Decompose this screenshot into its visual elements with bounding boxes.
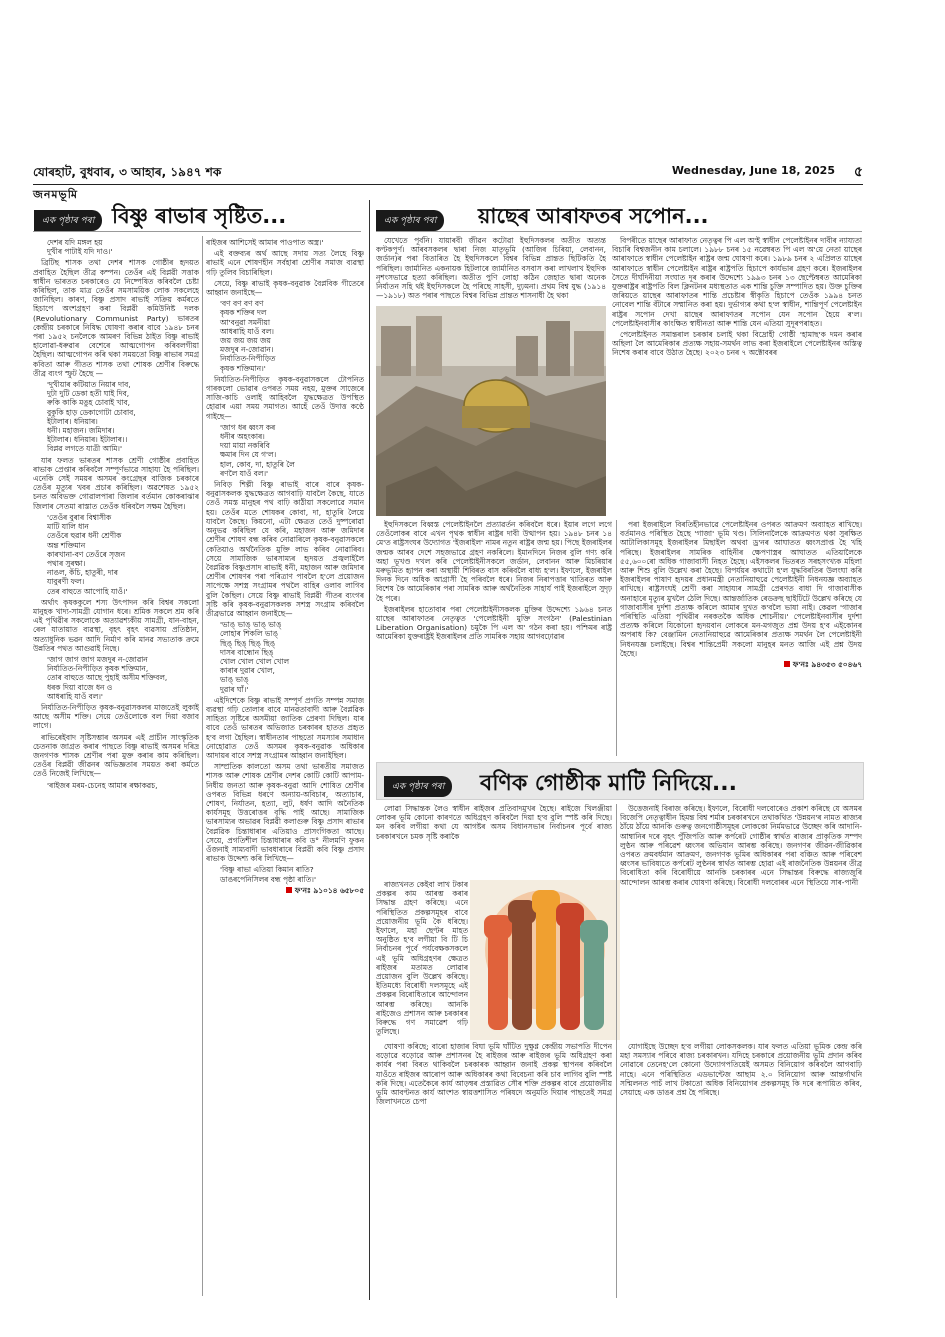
verse: 'বণ বণ বণ বণ কৃষক শক্তিৰ দল আ'বনুৱা সমনীয়া আধৰাহি যাওঁ বল। জয় জয় জয় জয় মজদুৰ ন-জোৱান। নিৰ্যাতিত-নিপীড়িত কৃষক শক্তিমান।' xyxy=(220,299,276,373)
verse: 'জাগ জাগ জাগ মজদুৰ ন-জোৱান নিৰ্যাতিত-নিপীড়িত কৃষক শক্তিমান, তোৰ বাহুতে আছে পুহাই অসীম শক্তিবল, ধৰক দিয়া বাজে ধন ও আধৰাহি যাওঁ বল।' xyxy=(47,654,168,701)
article-right-column-3 xyxy=(376,520,612,758)
headline-bottom: বণিক গোষ্ঠীক মাটি নিদিয়ে... xyxy=(480,771,737,796)
rubble-photo-illustration xyxy=(376,306,606,516)
paragraph: অৰ্থাৎ কৃষককুলে শস্য উৎপাদন কৰি বিশ্বৰ সকলো মানুহক খাদ্য-সামগ্ৰী যোগান ধৰে। শ্ৰমিক সকলে শ্ৰম কৰি এই পৃথিৱীৰ সকলোকে অত্যাৱশ্যকীয় সামগ্ৰী, যান-বাহন, ৰেল যাতায়াত ব্যৱস্থা, বৃহৎ বৃহৎ ব্যৱসায় প্ৰতিষ্ঠান, অত্যাধুনিক ভৱন আদি নিৰ্মাণ কৰি মানৱ সভ্যতাক ক্ৰমে উন্নতিৰ পথত আগুৱাই নিছে। xyxy=(33,597,199,653)
paragraph: এই বক্তব্যৰ অৰ্থ আছে সদায় সত্য লৈহে বিষ্ণু ৰাভাই এনে শোষণহীন সৰ্বহাৰা শ্ৰেণীৰ সমাজ ব্যৱস্থা গঢ়ি তুলিব বিচাৰিছিল। xyxy=(206,249,364,277)
paragraph: বিপৰীতে য়াছেৰ আৰাফাত নেতৃত্বৰ পি এল অ'ই স্বাধীন পেলেষ্টাইনৰ দাবীৰ ন্যায্যতা বিচাৰি বিশ্বজনীন কাম চলালে। ১৯৮৮ চনৰ ১৫ নৱেম্বৰত পি এল অ'য়ে নেতা য়াছেৰ আৰাফাতে স্বাধীন পেলেষ্টাইন ৰাষ্ট্ৰৰ জন্ম ঘোষণা কৰে। ১৯৮৯ চনৰ ২ এপ্ৰিলত য়াছেৰ আৰাফাতে স্বাধীন পেলেষ্টাইন ৰাষ্ট্ৰৰ ৰাষ্ট্ৰপতি হিচাপে কাৰ্যভাৰ গ্ৰহণ কৰে। ইজৰাইলৰ সৈতে দীৰ্ঘদিনীয়া সংঘাত দূৰ কৰাৰ উদ্দেশ্যে ১৯৯৩ চনৰ ১৩ ছেপ্টেম্বৰত আমেৰিকা যুক্তৰাষ্ট্ৰৰ ৰাষ্ট্ৰপতি বিল ক্লিনটনৰ মধ্যস্থতাত এক শান্তি চুক্তি সম্পাদিত হয়। উক্ত চুক্তিৰ জৰিয়তে য়াছেৰ আৰাফাতৰ শান্তি প্ৰচেষ্টাৰ স্বীকৃতি হিচাপে তেওঁক ১৯৯৪ চনত নোবেল শান্তি বঁটাৰে সম্মানিত কৰা হয়। দুৰ্ভাগ্যৰ কথা হ'ল স্বাধীন, শান্তিপূৰ্ণ পেলেষ্টাইন ৰাষ্ট্ৰৰ সপোন দেখা য়াছেৰ আৰাফাতৰ সপোন যেন সপোন হৈয়ে ৰ'ল। পেলেষ্টাইনবাসীৰ কাংক্ষিত স্বাধীনতা আৰু শান্তি যেন এতিয়া সুদূৰপৰাহত। xyxy=(612,236,862,328)
paragraph: ইজৰাইলৰ হাতোবাৰ পৰা পেলেষ্টাইনীসকলক মুক্তিৰ উদ্দেশ্যে ১৯৬৪ চনত য়াছেৰ আৰাফাতৰ নেতৃত্বত 'পেলেষ্টাইনী মুক্তি সংগঠন' (Palestinian Liberation Organisation) চমুকৈ পি এল অ' গঠন কৰা হয়। পশ্চিমৰ ৰাষ্ট্ৰ আমেৰিকা যুক্তৰাষ্ট্ৰই ইজৰাইলৰ প্ৰতি সামৰিক সহায় আগবঢ়োৱাৰ xyxy=(376,604,612,642)
article-bottom-column-1b xyxy=(376,1042,612,1298)
paragraph: যাৰ ফলত ভাৰতৰ শাসক শ্ৰেণী গোষ্ঠীৰ প্ৰবাহিত ৰাভাক প্ৰেপ্তাৰ কৰিবলৈ সম্পূৰ্ণভাৱে সাহায্য হৈ পৰিছিল। এনেকি সেই সময়ৰ অসমৰ কংগ্ৰেছৰ বাজিক চৰকাৰে তেওঁৰ মৃত্যুৰ খবৰ প্ৰচাৰ কৰিছিল। অৱশেষত ১৯৫২ চনত অবিভক্ত গোৱালপাৰা জিলাৰ বৰ্তমান কোকৰাঝাৰ জিলাৰ সেতমা ৰাস্তাত তেওঁক ধৰিবলৈ সক্ষম হৈছিল। xyxy=(33,455,199,511)
article-bottom-column-1 xyxy=(376,880,468,1040)
verse: 'বিষ্ণু ৰাভা এতিয়া কিমান ৰাতি? ডাঙৰপেনিসিলৰ বন্ধ পৃষ্ঠা ৰাতি।' xyxy=(220,865,316,884)
verse: 'জাগ ধৰ ধ্বংস কৰ ধনীৰ অহংকাৰ। দয়া মায়া নকৰিবি ক্ষমাৰ দিন যে গ'ল। হাল, কোব, দা, হাতুৰি লৈ ৰণলৈ যাওঁ বল।' xyxy=(220,422,295,478)
paragraph: নিৰ্যাতিত-নিপীড়িত কৃষক-বনুৱাসকলে টোপনিত গাৰকলো ভোৱাৰ ওপৰত সময় নহয়, মুক্তৰ সাজেৰে সাজি-কাচি ওলাই আহিবলৈ যুদ্ধক্ষেত্ৰত উপস্থিত হোৱাৰ এয়া সময় সমাগত। আহেঁ তেওঁ উদাত্ত কণ্ঠে গাইছে— xyxy=(206,374,364,421)
article-left-column-2 xyxy=(206,236,364,1296)
header-date-assamese: যোৰহাট, বুধবাৰ, ৩ আহাৰ, ১৯৪৭ শক xyxy=(33,165,222,179)
paragraph: ৰাজ্যখনত কেইবা লাখ টকাৰ প্ৰকল্পৰ কাম আৰম্ভ কৰাৰ সিদ্ধান্ত গ্ৰহণ কৰিছে। এনে পৰিস্থিতিত প্ৰকল্পসমূহৰ বাবে প্ৰয়োজনীয় ভূমি কৈ ধৰিছে। ইফালে, মহা ছেণ্টৰ মাহত অনুষ্ঠিত হ'ব লগীয়া বি টি চি নিৰ্বাচনৰ পূৰ্বে পৰ্যবেক্ষকসকলে এই ভূমি অধিগ্ৰহণৰ ক্ষেত্ৰত ৰাইজৰ মতামত লোৱাৰ প্ৰয়োজন বুলি উল্লেখ কৰিছে। ইতিমধ্যে বিৰোধী দলসমূহে এই প্ৰকল্পৰ বিৰোধিতাৰে আন্দোলন আৰম্ভ কৰিছে। আনকি ৰাইজেও প্ৰশাসন আৰু চৰকাৰৰ বিৰুদ্ধে গণ সমাৱেশ গঢ়ি তুলিছে। xyxy=(376,880,468,1037)
protest-fists-illustration xyxy=(470,880,620,1040)
section-divider xyxy=(369,200,370,1300)
paragraph: নিবিড় শিল্পী বিষ্ণু ৰাভাই বাৰে বাৰে কৃষক-বনুৱাসকলক যুদ্ধক্ষেত্ৰত আগবাঢ়ি যাবলৈ কৈছে, যাতে তেওঁ সমস্ত মানুহৰ পথ বাঢ়ি কাঠীয়া সকলোৱে সমান হয়। তেওঁৰ মতে শোষকৰ কোবা, দা, হাতুৰি লৈয়ে যাবলৈ কৈছে। কিয়নো, এটা ক্ষেত্ৰত তেওঁ দুষ্পৰোৱা অনুভৱ কৰিছিল যে কৰি, মহাজন আৰু জমিদাৰ শ্ৰেণীৰ শোষণ বন্ধ কৰিব নোৱাৰিলে কৃষক-বনুৱাসকলে কেতিয়াও অৰ্থনৈতিক মুক্তি লাভ কৰিব নোৱাৰিব। সেয়ে সামাজিক ভাৰসাম্যৰ হৃদয়ত প্ৰজ্বলাইলৈ বৈপ্লৱিক বিষ্ণুপ্ৰসাদ ৰাভাই ধনী, মহাজন আৰু জমিদাৰ শ্ৰেণীৰ শোষণৰ পৰা পৰিত্ৰাণ পাবলৈ হ'লে প্ৰয়োজন সাপেক্ষে সশস্ত্ৰ সংগ্ৰামৰ পথলৈ বাহিৰ ওলাব লাগিব বুলি কৈছিল। সেয়ে বিষ্ণু ৰাভাই বিপ্লৱী গীতৰ ব্যংগৰ সৃষ্টি কৰি কৃষক-বনুৱাসকলক সশস্ত্ৰ সংগ্ৰাম কৰিবলৈ তীব্ৰভাৱে আহ্বান জনাইছে— xyxy=(206,480,364,618)
paragraph: ব্ৰিটিছ শাসক তথা দেশৰ শাসক গোষ্ঠীৰ হৃদয়ত প্ৰবাহিত হৈছিল তীব্ৰ কম্পন। তেওঁৰ এই বিপ্লৱী সত্তাক স্বাধীন ভাৰতত চৰকাৰেও যে নিষ্পেষিত কৰিবলৈ চেষ্টা কৰিছিল, তাক মাত্ৰ তেওঁৰ সমসাময়িক লোক সকলেহে জানিছিল। কাৰণ, বিষ্ণু প্ৰসাদ ৰাভাই সক্ৰিয় কৰ্মৰতে হিচাপে অংশগ্ৰহণ কৰা বিপ্লৱী কমিউনিষ্ট দলক (Revolutionary Communist Party) ভাৰতৰ কেন্দ্ৰীয় চৰকাৰে নিষিদ্ধ ঘোষণা কৰাৰ বাবে ১৯৪৮ চনৰ পৰা ১৯৫২ চনলৈকে আমৰণ বিভিন্ন ঠাইত বিষ্ণু ৰাভাই হালোৱা-ধৰুৱাৰ বেশেৰে আত্মগোপন কৰিবলগীয়া হৈছিল। আত্মগোপন কৰি থকা সময়তো বিষ্ণু ৰাভাৰ সমগ্ৰ কবিতা আৰু গীতত শাসক তথা শোষক শ্ৰেণীৰ বিৰুদ্ধে তীব্ৰ ব্যংগ স্ফুট হৈছে — xyxy=(33,258,199,378)
headline-right: য়াছেৰ আৰাফতৰ সপোন... xyxy=(478,204,709,228)
newspaper-logo: জনমভূমি xyxy=(33,188,78,201)
paragraph: উত্তেজনাই বিৰাজ কৰিছে। ইফালে, বিৰোধী দলবোৰেও প্ৰকাশ কৰিছে যে অসমৰ বিজেপি নেতৃত্বাধীন হিমন্ত বিশ্ব শৰ্মাৰ চৰকাৰখনে তথাকথিত 'উন্নয়ন'ৰ নামত ৰাজ্যৰ ঠাঁয়ে ঠাঁয়ে আনকি গুৰুত্ব জনগোষ্ঠীসমূহৰ লোককো নিৰ্মমভাৱে উচ্ছেদ কৰি আদানি-আম্বানিৰ দৰে বৃহৎ পুঁজিপতি আৰু কৰ্পৰেট গোষ্ঠীৰ স্বাৰ্থত ৰাজ্যৰ প্ৰাকৃতিক সম্পদ লুণ্ঠন আৰু পৰিৱেশ ধ্বংসৰ অভিযান আৰম্ভ কৰিছে। জনগণৰ জীৱন-জীৱিকাৰ ওপৰত ক্ৰমবৰ্ধমান আক্ৰমণ, জনগণক ভূমিৰ অধিকাৰৰ পৰা বঞ্চিত আৰু পৰিবেশ ধ্বংসৰ ভাবিষ্যতে কৰ্পৰেট লুণ্ঠনৰ স্বাৰ্থত আৰম্ভ হোৱা এই ৰাজনৈতিক উন্নয়নৰ তীব্ৰ বিৰোধিতা কৰি বিৰোধীয়ে আনকি চৰকাৰৰ এনে সিদ্ধান্তৰ বিৰুদ্ধে ৰাজ্যজুৰি আন্দোলন আৰম্ভ কৰাৰ ঘোষণা কৰিছে। বিৰোধী দলবোৰৰ এনে স্থিতিয়ে সাৰ-পানী xyxy=(620,804,862,887)
article-left-column-1 xyxy=(33,236,199,1296)
article-bottom-column-2b xyxy=(620,1042,862,1298)
verse: 'তেওঁৰ বুৰাৰ বিশ্বাসীক মাটি যালি ধান তেওঁৰে হুৱাৰ ধনী শ্ৰেণীক অন্ত শক্তিমান কাৰখানা-বণ তেওঁৰে সৃজন পথাৰ সুৰক্ষা। নাঙল, কঁচি, হাতুৰী, দাৰ যাবুৰণী ফল। তেৰ বাহুতে আপোহি যাওঁ।' xyxy=(47,512,128,596)
verse: 'দুখীয়াৰ কটিয়াত নিয়াৰ দাব, দুটা দুটি ডেকা হতী ঘাই দিব, ৰুকি কাকি মঙুহ চোবাই খাব, বুকুকি হাড় ডেকাগোটা চোবাব, ইটালাৰ। ধনিয়াৰ। ধনী। মহাজন। জমিদাৰ। ইটালাৰ। ধনিয়াৰ। ইটালাৰ।। বিপ্লৱ লগতে যাত্ৰী আমি।' xyxy=(47,380,136,454)
headline-left: বিষ্ণু ৰাভাৰ সৃষ্টিত... xyxy=(112,204,287,228)
red-square-icon xyxy=(286,887,292,893)
article-right-column-4 xyxy=(620,520,862,756)
header-rule xyxy=(33,184,863,185)
paragraph: যোগাইছে উচ্ছেদ হ'ব লগীয়া লোকসকলক। যাৰ ফলত এতিয়া ভূমিক কেন্দ্ৰ কৰি মহা সমস্যাৰ পৰিবে ৰাজ্য চৰকাৰখন। যদিহে চৰকাৰে প্ৰয়োজনীয় ভূমি প্ৰদান কৰিব নোৱাৰে তেনেহ'লে কোনো উদ্যোগপতিয়েই অসমত বিনিয়োগ কৰিবলৈ আগবাঢ়ি নাহে। এনে পৰিস্থিতিত এডভান্টেজ আছাম ২.০ বিনিয়োগ আৰু আন্তৰ্গাথনি সন্মিলনত পাচঁ লাখ টকাতো অধিক বিনিয়োগৰ প্ৰকল্পসমূহ কি দৰে ৰূপায়িত কৰিব, সেয়াহে এক ডাঙৰ প্ৰশ্ন হৈ পৰিছে। xyxy=(620,1042,862,1098)
column-divider xyxy=(616,520,617,756)
article-right-intro xyxy=(376,236,606,304)
paragraph: পৰা ইজৰাইলে বিৰতিহীনভাৱে পেলেষ্টাইনৰ ওপৰত আক্ৰমণ অব্যাহত ৰাখিছে। বৰ্তমানও পৰিস্থিত হৈছে 'গাজা' ভূমি খণ্ড। সিলিনালৈকে আক্ৰমণত থকা সুৰক্ষিত আটালিকাসমূহ ইজৰাইলৰ মিছাইল অথবা ড্ৰ'নৰ আঘাতত ধ্বংসপ্ৰাপ্ত হৈ খহি পৰিছে। ইজৰাইলৰ সামৰিক বাহিনীৰ ক্ষেপণাস্ত্ৰৰ আঘাতত এতিয়ালৈকে ৫৫,৬০০ৰো অধিক গাজাবাসী নিহত হৈছে। এইসকলৰ ভিতৰত সৰহসংখ্যক মহিলা আৰু শিশু বুলি উল্লেখ কৰা হৈছে। বিপৰ্যয়ৰ কথাটো হ'ল যুদ্ধবিৰতিৰ উলংঘা কৰি ইজৰাইলৰ পাষাণ হৃদয়ৰ প্ৰধানমন্ত্ৰী নেতানিয়াহুৱে পেলেষ্টাইনী নিধনযজ্ঞ অব্যাহত ৰাখিছে। ৰাষ্ট্ৰসংঘই শ্ৰেণী কৰা সাহায্যৰ সামগ্ৰী প্ৰেৰণত বাধা দি গাজাবাসীক অনাহাৰে মৃত্যুৰ মুখলৈ ঠেলি দিছে। আন্তৰ্জাতিক ৰেডক্ৰছ ছাইটিটে উল্লেখ কৰিছে যে গাজাবাসীৰ দুৰ্দশা প্ৰত্যক্ষ কৰিলে আমাৰ দুখত ক'বলৈ ভাষা নাই। কেৱল 'গাজাৰ পৰিস্থিতি এতিয়া পৃথিৱীৰ নৰকতকৈ অধিক শোচনীয়।' পেলেষ্টাইনবাসীৰ দুৰ্দশা প্ৰত্যক্ষ কৰিলে যিকোনো হৃদয়বান লোকৰে মন-মগজুত প্ৰশ্ন উদয় হ'ব এইকোনৰ অপৰাধ কি? বেঞ্জামিন নেতানিয়াহুৱে আমেৰিকাৰ প্ৰত্যক্ষ সমৰ্থন লৈ পেলেষ্টাইনী নিধনযজ্ঞ চলাইছে। বিশ্বৰ শান্তিপ্ৰেমী সকলো মানুহৰ মনত আজি এই প্ৰশ্ন উদয় হৈছে। xyxy=(620,520,862,658)
footer-contact-left xyxy=(206,886,364,895)
footer-phone: ফ'নঃ ৯১০১৪ ৬৫৮০৫ xyxy=(294,885,364,895)
paragraph: ঘোষণা কৰিছে; বাৰো হাজাৰ বিঘা ভূমি ঘাঁটিত দুক্ষুণ্ণ কেন্দ্ৰীয় সভাপতি দীপেন বড়োৱে বড়োৱে আৰু প্ৰশাসনৰ হৈ ৰাইজৰ আৰু ৰাইজৰ ভূমি অধিগ্ৰহণ কৰা কাৰ্যৰ পৰা বিৰত থাকিবলৈ চৰকাৰক আহ্বান জনাই প্ৰকল্প স্থাপনৰ কৰিবলৈ যাওঁতে ৰাইজৰ আৰোপ আৰু অধিকাৰৰ কথা বিবেচনা কৰি চাব লাগিব বুলি স্পষ্ট কৰি দিছে। এতেকৈৰে কাৰ্য আড়ম্বৰ প্ৰস্তাৱিত সৌৰ শক্তি প্ৰকল্পৰ বাবে প্ৰয়োজনীয় ভূমি আবণ্টনত কাৰ্য আংশত স্বায়ত্তশাসিত পৰিষদে অনুমতি দিয়াৰ পাছতেই সমগ্ৰ জিলাখনতে চেপা xyxy=(376,1042,612,1107)
paragraph: সেয়ে, বিষ্ণু ৰাভাই কৃষক-বনুৱাক বৈপ্লবিক গীতেৰে আহ্বান জনাইছে— xyxy=(206,278,364,298)
paragraph: ইহুদিসকলে বিধ্বস্ত পেলেষ্টাইনলৈ প্ৰত্যাৱৰ্তন কৰিবলৈ ধৰে। ইয়াৰ লগে লগে তেওঁলোকৰ বাবে এখন পৃথক স্বাধীন ৰাষ্ট্ৰৰ দাবী উত্থাপন হয়। ১৯৪৮ চনৰ ১৪ মে'ত ৰাষ্ট্ৰসংঘৰ উদ্যোগত 'ইজৰাইল' নামৰ নতুন ৰাষ্ট্ৰৰ জন্ম হয়। পিছে ইজৰাইলৰ জন্মক আৰব দেশে সহজভাৱে গ্ৰহণ নকৰিলে। ইমানদিনে নিজৰ বুলি গণ্য কৰি অহা ভূখণ্ড দখল কৰি পেলেষ্টাইনীসকলে জৰ্ডান, লেবানন আৰু মিচৰিয়াৰ মৰুভূমিত হৃাপন কৰা অস্থায়ী শিবিৰত বাস কৰিবলৈ বাধ্য হ'ল। ইফালে, ইজৰাইল দিনক দিনে অধিক আগ্ৰাসী হৈ পৰিবলৈ ধৰে। নিজৰ নিৰাপত্তাৰ খাতিৰত আৰু বিশেষ কৈ আমেৰিকাৰ পৰা সামৰিক আৰু অৰ্থনৈতিক সাহাৰ্য পাই ইজৰাইলে সুদৃঢ় হৈ পৰে। xyxy=(376,520,612,603)
paragraph: লোৱা সিদ্ধান্তক লৈও স্বাধীন ৰাইজৰ প্ৰতিবাদমুখৰ হৈছে। ৰাইজে খিলঞ্জীয়া লোকৰ ভূমি কোনো কাৰণতে অধিগ্ৰহণ কৰিবলৈ দিয়া হ'ব বুলি স্পষ্ট কৰি দিছে। মন কৰিব লগীয়া কথা যে আগষ্টৰ অসম বিধানসভাৰ নিৰ্বাচনৰ পূৰ্বে ৰাজ্য চৰকাৰখনে চমক সৃষ্টি কৰাকৈ xyxy=(376,804,612,841)
continued-tag-right: এক পৃষ্ঠাৰ পৰা xyxy=(376,210,444,231)
column-divider xyxy=(616,804,617,1298)
news-photo-gaza-rubble xyxy=(376,306,606,516)
raised-fists-icon xyxy=(470,880,620,1040)
article-bottom-column-2 xyxy=(620,804,862,1040)
verse: 'ৰাইজৰ মৰম-চেনেহ আমাৰ ৰক্ষাকৱচ, xyxy=(47,780,158,790)
page-number: ৫ xyxy=(853,164,863,180)
paragraph: নিৰ্যাতিত-নিপীড়িত কৃষক-বনুৱাসকলৰ মাজতেই লুকাই আছে অসীম শক্তি। সেয়ে তেওঁলোকে বল দিয়া বজাব লাগে। xyxy=(33,702,199,731)
paragraph: পেলেষ্টাইনত সমান্তৰাল চৰকাৰ চলাই থকা বিদ্ৰোহী গোষ্ঠী 'হামাছ'ক দমন কৰাৰ অছিলা লৈ আমেৰিকাৰ প্ৰত্যক্ষ সহায়-সমৰ্থন লাভ কৰা ইজৰাইলে পেলেষ্টাইনৰ অস্তিত্ব নিশেষ কৰাৰ বাবে উঠাত হৈছে। ২০২৩ চনৰ ৭ অক্টোবৰৰ xyxy=(612,330,862,358)
footer-phone: ফ'নঃ ৯৪৩৫৩ ৫০৪৬৭ xyxy=(792,660,862,670)
paragraph: সাম্প্ৰতিক কালতো অসম তথা ভাৰতীয় সমাজত শাসক আৰু শোষক শ্ৰেণীৰ দেশৰ কোটি কোটি আপাম-নিধীয় জনতা আৰু কৃষক-বনুৱা আদি শোষিত শ্ৰেণীৰ ওপৰত বিভিন্ন ধৰণে অন্যায়-অবিচাৰ, অত্যাচাৰ, শোষণ, নিৰ্যাতন, হত্যা, লুট, ধৰ্ষণ আদি অনৈতিক কাৰ্যসমূহ উত্তৰোত্তৰ বৃদ্ধি পাই আছে। সামাজিক ভাৰসাম্যৰ অভাৱৰ বিপ্লৱী কলাগুৰু বিষ্ণু প্ৰসাদ ৰাভাৰ বৈপ্লৱিক চিন্তাধাৰাৰ এতিয়াও প্ৰাসংগিকতা আছে। সেয়ে, প্ৰগতিশীল চিন্তাধাৰাৰ কবি ড° নীলমণি ফুকন ওঁজনাই সাম্যবাদী ভাবধাৰাৰে বিপ্লৱী কবি বিষ্ণু প্ৰসাদ ৰাভাক উদ্দেশ্য কৰি লিখিছে— xyxy=(206,762,364,864)
footer-contact-right xyxy=(620,660,862,669)
article-bottom-intro xyxy=(376,804,612,878)
paragraph: যেখেতে পূৰ্বনি। যায়াৰবী জীৱন কটোৱা ইহুদিসকলৰ অতীত অত্যন্ত কণ্টকপূৰ্ণ। আৰবসকলৰ দ্বাৰা নিজ মাতৃভূমি (আজিৰ চিৰিয়া, লেবানন, জৰ্ডান)ৰ পৰা বিতাৰিত হৈ ইহুদিসকলে বিশ্বৰ বিভিন্ন প্ৰান্তত ছিটিকতি হৈ পৰিছিল। জাৰ্মানিত একনায়ক হিটলাৰে জাৰ্মানিত বসবাস কৰা লাখলাখ ইহুদিক নৃশংসভাৱে হত্যা কৰিছিল। অতীত পুণি লোহা কঠিন জেহাত দ্বাৰা অনেক নিৰ্যাতন সহি থই ইহুদিসকলে হৈ পৰিছে সাহসী, দুঢ়মনা। প্ৰথম বিশ্ব যুদ্ধ (১৯১৪—১৯১৮) অত পৰাৰ পাছতে বিশ্বৰ বিভিন্ন প্ৰান্তত শাসনাধী হৈ থকা xyxy=(376,236,606,301)
paragraph: ৰাভিৰেইবাদ সৃষ্টিসম্ভাৰ অসমৰ এই প্ৰাচীন সাংস্কৃতিক চেতনাক জাগ্ৰত কৰাৰ পাছতে বিষ্ণু ৰাভাই অসমৰ দৰিদ্ৰ জনগণক শাসক শ্ৰেণীৰ পৰা মুক্ত কৰাৰ কাম কৰিছিল। তেওঁৰ বিপ্লৱী জীৱনৰ অভিজ্ঞতাৰ সময়ত কৰা কৰ্মতে তেওঁ নিজেই লিখিছে— xyxy=(33,732,199,779)
paragraph: এইদিশেকে বিষ্ণু ৰাভাই সম্পূৰ্ণ প্ৰগতি সম্পন্ন সমাজ ব্যৱস্থা গঢ়ি তোলাৰ বাবে মানৱতাবাদী আৰু বৈপ্লৱিক সাহিত্য সৃষ্টিৰে অসমীয়া জাতিক প্ৰেৰণা দিছিল। যাৰ বাবে তেওঁ ভাৰতৰ অভিজাত চৰকাৰৰ হাতত প্ৰহৃত হ'ব লগা হৈছিল। স্বাধীনতাৰ পাছতো সমস্যাৰ সমাধান নোহোৱাত তেওঁ অসমৰ কৃষক-বনুৱাক অধিকাৰ আদায়ৰ বাবে সশস্ত্ৰ সংগ্ৰামৰ আহ্বান জনাইছিল। xyxy=(206,695,364,760)
article-right-column-2 xyxy=(612,236,862,516)
header-date-english: Wednesday, June 18, 2025 xyxy=(671,164,835,177)
continued-tag-bottom: এক পৃষ্ঠাৰ পৰা xyxy=(384,776,452,797)
headline-left-rule xyxy=(33,231,361,232)
continued-tag-left: এক পৃষ্ঠাৰ পৰা xyxy=(34,210,102,231)
headline-right-rule xyxy=(376,231,862,232)
verse: দেশৰ যদি মঙ্গল হয় দুখীৰ পাটাই যদি দাও।' xyxy=(47,238,113,257)
verse: 'ভাঙ্ ভাঙ্ ভাঙ্ ভাঙ্ লোহাৰ শিকলি ভাঙ্ ছিঙ্ ছিঙ্ ছিঙ্ ছিঙ্ দাসৰ বান্ধোন ছিঙ্ খোল খোল খোল খোল কাৰাৰ দুৱাৰ খোল, ভাঙ্ ভাঙ্ দুৱাৰ ঘাঁ।' xyxy=(220,620,290,694)
red-square-icon xyxy=(784,661,790,667)
verse: ৰাইজৰ আশিসেই আমাৰ পাওপাত অস্ত্ৰ।' xyxy=(206,238,324,247)
column-divider xyxy=(202,236,203,1296)
